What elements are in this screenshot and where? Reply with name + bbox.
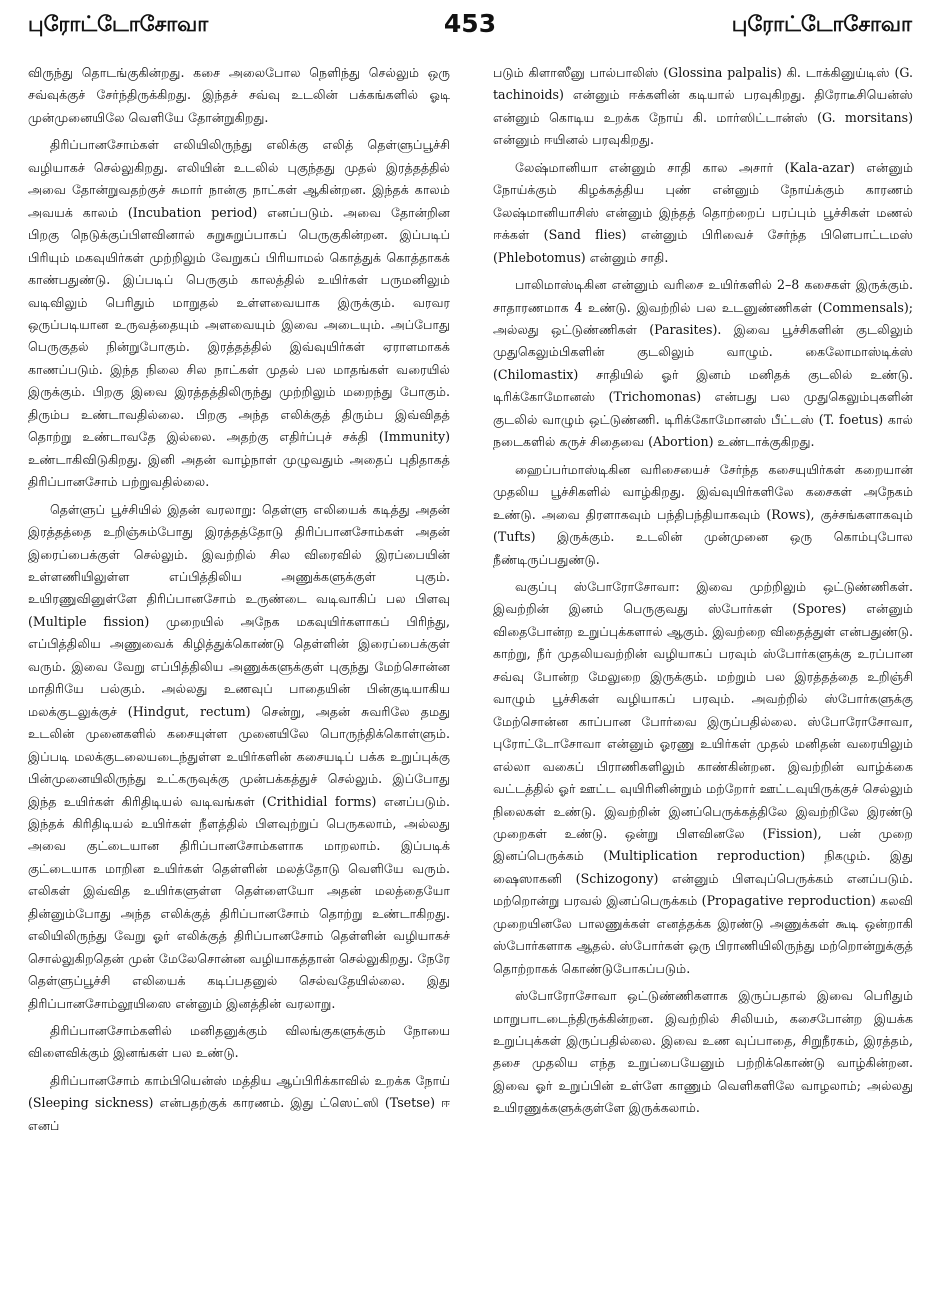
page-header <box>28 8 912 48</box>
paragraph: ஸ்போரோசோவா ஒட்டுண்ணிகளாக இருப்பதால் இவை பெரிதும் மாறுபாடடைந்திருக்கின்றன. இவற்றில் சிலியம், கசைபோன்ற இயக்க உறுப்புக்கள் இருப்பதில்லை. இவை உண வுப்பாதை, சிறுநீரகம், இரத்தம், தசை முதலிய எந்த உறுப்பையேனும் பற்றிக்கொண்டு வாழ்கின்றன. இவை ஓர் உறுப்பின் உள்ளே காணும் வெளிகளிலே வாழலாம்; அல்லது உயிரணுக்களுக்குள்ளே இருக்கலாம். <box>493 988 913 1116</box>
running-head-right: புரோட்டோசோவா <box>731 12 912 36</box>
left-column <box>28 62 450 1287</box>
paragraph: வகுப்பு ஸ்போரோசோவா: இவை முற்றிலும் ஒட்டுண்ணிகள். இவற்றின் இனம் பெருகுவது ஸ்போர்கள் (Spores) என்னும் விதைபோன்ற உறுப்புக்களால் ஆகும். இவற்றை விதைத்துள் என்பதுண்டு. காற்று, நீர் முதலியவற்றின் வழியாகப் பரவும் ஸ்போர்களுக்கு உரப்பான சவ்வு போன்ற மேலுறை இருக்கும். மற்றும் பல இரத்தத்தை உறிஞ்சி வாழும் பூச்சிகள் வழியாகப் பரவும். அவற்றில் ஸ்போர்களுக்கு மேற்சொன்ன காப்பான போர்வை இருப்பதில்லை. ஸ்போரோசோவா, புரோட்டோசோவா என்னும் ஓரணு உயிர்கள் முதல் மனிதன் வரையிலும் எல்லா வகைப் பிராணிகளிலும் காண்கின்றன. இவற்றின் வாழ்க்கை வட்டத்தில் ஓர் ஊட்ட வுயிரினின்றும் மற்றோர் ஊட்டவுயிருக்குச் செல்லும் நிலைகள் உண்டு. இவற்றின் இனப்பெருக்கத்திலே இவற்றிலே இரண்டு முறைகள் உண்டு. ஒன்று பிளவினலே (Fission), பன் முறை இனப்பெருக்கம் (Multiplication reproduction) நிகழும். இது ஷைஸாகனி (Schizogony) என்னும் பிளவுப்பெருக்கம் எனப்படும். மற்றொன்று பரவல் இனப்பெருக்கம் (Propagative reproduction) கலவி முறையினலே பாலணுக்கள் எனத்தக்க இரண்டு அணுக்கள் கூடி ஒன்றாகி ஸ்போர்களாக ஆதல். ஸ்போர்கள் ஒரு பிராணியிலிருந்து மற்றொன்றுக்குத் தொற்றாகக் கொண்டுபோகப்படும். <box>493 578 913 976</box>
paragraph: விருந்து தொடங்குகின்றது. கசை அலைபோல நெளிந்து செல்லும் ஒரு சவ்வுக்குச் சேர்ந்திருக்கிறது. இந்தச் சவ்வு உடலின் பக்கங்களில் ஓடி முன்முனையிலே வெளியே தோன்றுகிறது. <box>28 65 450 125</box>
paragraph: தெள்ளுப் பூச்சியில் இதன் வரலாறு: தெள்ளு எலியைக் கடித்து அதன் இரத்தத்தை உறிஞ்சும்போது இரத்தத்தோடு திரிப்பானசோம்கள் அதன் இரைப்பைக்குள் செல்லும். இவற்றில் சில விரைவில் இரப்பையின் உள்ளணியிலுள்ள எப்பித்திலிய அணுக்களுக்குள் புகும். உயிரணுவினுள்ளே திரிப்பானசோம் உருண்டை வடிவாகிப் பல பிளவு (Multiple fission) முறையில் அநேக மகவுயிர்களாகப் பிரிந்து, எப்பித்திலிய அணுவைக் கிழித்துக்கொண்டு தெள்ளின் இரைப்பைக்குள் வரும். இவை வேறு எப்பித்திலிய அணுக்களுக்குள் புகுந்து மேற்சொன்ன மாதிரியே பல்கும். அல்லது உணவுப் பாதையின் பின்குடியாகிய மலக்குடலுக்குச் (Hindgut, rectum) சென்று, அதன் சுவரிலே தமது உடலின் முனைகளில் கசையுள்ள முனையிலே பொருந்திக்கொள்ளும். இப்படி மலக்குடலையடைந்துள்ள உயிர்களின் கசையடிப் பக்க உறுப்புக்கு பின்முனையிலிருந்து உட்கருவுக்கு முன்பக்கத்துச் செல்லும். இப்போது இந்த உயிர்கள் கிரிதிடியல் வடிவங்கள் (Crithidial forms) எனப்படும். இந்தக் கிரிதிடியல் உயிர்கள் நீளத்தில் பிளவுற்றுப் பெருகலாம், அல்லது அவை குட்டையான திரிப்பானசோம்களாக மாறலாம். இப்படிக் குட்டையாக மாறின உயிர்கள் தெள்ளின் மலத்தோடு வெளியே வரும். எலிகள் இவ்வித உயிர்களுள்ள தெள்ளையோ அதன் மலத்தையோ தின்னும்போது அந்த எலிக்குத் திரிப்பானசோம் தொற்று உண்டாகிறது. எலியிலிருந்து வேறு ஓர் எலிக்குத் திரிப்பானசோம் தெள்ளின் வழியாகச் சொல்லுகிறதென் முன் மேலேசொன்ன வழியாகத்தான் செல்லுகிறது. நேரே தெள்ளுப்பூச்சி எலியைக் கடிப்பதனுல் செல்வதேயில்லை. இது திரிப்பானசோம்லூயிஸை என்னும் இனத்தின் வரலாறு. <box>28 501 450 1011</box>
paragraph: ஹைப்பர்மாஸ்டிகின வரிசையைச் சேர்ந்த கசையுயிர்கள் கறையான் முதலிய பூச்சிகளில் வாழ்கிறது. இவ்வுயிர்களிலே கசைகள் அநேகம் உண்டு. அவை திரளாகவும் பந்திபந்தியாகவும் (Rows), குச்சங்களாகவும் (Tufts) இருக்கும். உடலின் முன்முனை ஒரு கொம்புபோல நீண்டிருப்பதுண்டு. <box>493 461 913 567</box>
paragraph: திரிப்பானசோம்களில் மனிதனுக்கும் விலங்குகளுக்கும் நோயை விளைவிக்கும் இனங்கள் பல உண்டு. <box>28 1023 450 1061</box>
paragraph: லேஷ்மானியா என்னும் சாதி கால அசார் (Kala-azar) என்னும் நோய்க்கும் கிழக்கத்திய புண் என்னும் நோய்க்கும் காரணம் லேஷ்மானியாசிஸ் என்னும் இந்தத் தொற்றைப் பரப்பும் பூச்சிகள் மணல் ஈக்கள் (Sand flies) என்னும் பிரிவைச் சேர்ந்த பிளெபாட்டமஸ் (Phlebotomus) என்னும் சாதி. <box>493 159 913 265</box>
right-column <box>493 62 913 1287</box>
running-head-left: புரோட்டோசோவா <box>28 12 209 36</box>
paragraph: திரிப்பானசோம் காம்பியென்ஸ் மத்திய ஆப்பிரிக்காவில் உறக்க நோய் (Sleeping sickness) என்பதற்குக் காரணம். இது ட்ஸெட்ஸி (Tsetse) ஈ எனப் <box>28 1072 450 1133</box>
paragraph: பாலிமாஸ்டிகின என்னும் வரிசை உயிர்களில் 2–8 கசைகள் இருக்கும். சாதாரணமாக 4 உண்டு. இவற்றில் பல உடனுண்ணிகள் (Commensals); அல்லது ஒட்டுண்ணிகள் (Parasites). இவை பூச்சிகளின் குடலிலும் முதுகெலும்பிகளின் குடலிலும் வாழும். கைலோமாஸ்டிக்ஸ் (Chilomastix) சாதியில் ஓர் இனம் மனிதக் குடலில் உண்டு. டிரிக்கோமோனஸ் (Trichomonas) என்பது பல முதுகெலும்புகளின் குடலில் வாழும் ஒட்டுண்ணி. டிரிக்கோமோனஸ் பீட்டஸ் (T. foetus) கால் நடைகளில் கருச் சிதைவை (Abortion) உண்டாக்குகிறது. <box>493 277 913 450</box>
page-number: 453 <box>443 9 497 38</box>
paragraph: படும் கிளாஸீனு பால்பாலிஸ் (Glossina palpalis) கி. டாக்கினுய்டிஸ் (G. tachinoids) என்னும் ஈக்களின் கடியால் பரவுகிறது. திரோடீசியென்ஸ் என்னும் கொடிய உறக்க நோய் கி. மார்ஸிட்டான்ஸ் (G. morsitans) என்னும் ஈயினல் பரவுகிறது. <box>493 65 913 148</box>
paragraph: திரிப்பானசோம்கள் எலியிலிருந்து எலிக்கு எலித் தெள்ளுப்பூச்சி வழியாகச் செல்லுகிறது. எலியின் உடலில் புகுந்தது முதல் இரத்தத்தில் அவை தோன்றுவதற்குச் சுமார் நான்கு நாட்கள் ஆகின்றன. இந்தக் காலம் அவயக் காலம் (Incubation period) எனப்படும். அவை தோன்றின பிறகு நெடுக்குப்பிளவினால் சுறுசுறுப்பாகப் பெருகுகின்றன. இப்படிப் பிரியும் மகவுயிர்கள் முற்றிலும் வேறுகப் பிரியாமல் கொத்துக் கொத்தாகக் காண்பதுண்டு. இப்படிப் பெருகும் காலத்தில் உயிர்கள் பருமனிலும் வடிவிலும் பெரிதும் மாறுதல் உள்ளவையாக இருக்கும். வரவர ஒருப்படியான உருவத்தையும் அளவையும் இவை அடையும். அப்போது பெருகுதல் நின்றுபோகும். இரத்தத்தில் இவ்வுயிர்கள் ஏராளமாகக் காணப்படும். இந்த நிலை சில நாட்கள் முதல் பல மாதங்கள் வரையில் இருக்கும். பிறகு இவை இரத்தத்திலிருந்து முற்றிலும் மறைந்து போகும். திரும்ப உண்டாவதில்லை. பிறகு அந்த எலிக்குத் திரும்ப இவ்விதத் தொற்று உண்டாவதே இல்லை. அதற்கு எதிர்ப்புச் சக்தி (Immunity) உண்டாகிவிடுகிறது. இனி அதன் வாழ்நாள் முழுவதும் அதைப் புதிதாகத் திரிப்பானசோம் பற்றுவதில்லை. <box>28 137 450 490</box>
